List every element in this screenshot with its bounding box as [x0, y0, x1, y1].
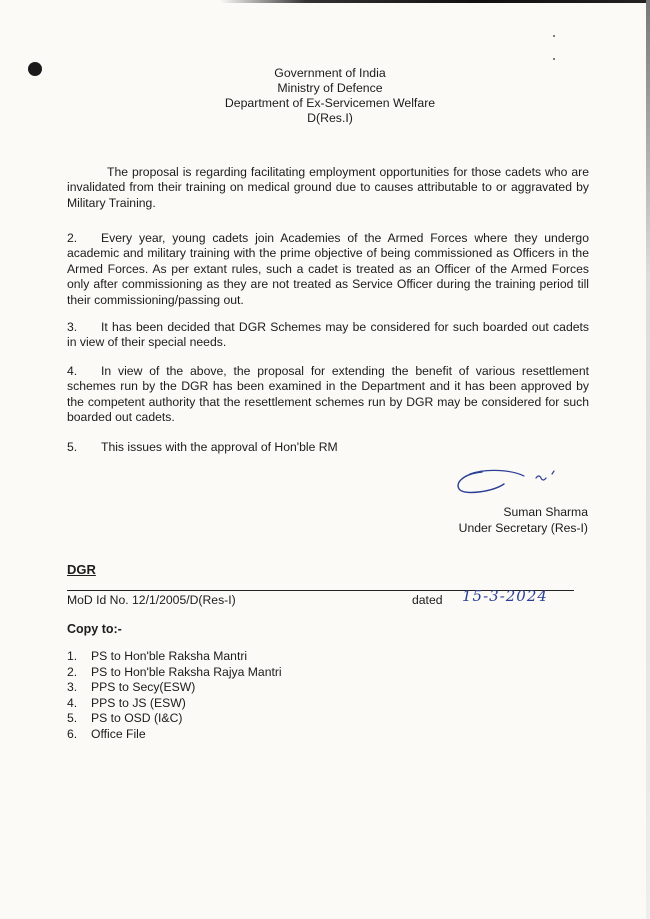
copy-to-item-number: 2.	[67, 664, 78, 679]
signatory-designation: Under Secretary (Res-I)	[458, 520, 588, 535]
copy-to-item-number: 3.	[67, 680, 78, 694]
scan-edge-right	[646, 0, 650, 919]
signatory-block	[430, 505, 588, 536]
header-ministry: Ministry of Defence	[277, 81, 383, 95]
signature-mark	[452, 462, 572, 502]
paragraph-2-text: Every year, young cadets join Academies of the Armed Forces where they undergo academic and military training with the prime objective of being commissioned as Officers in the Armed Forces. As per extant rules, such a cadet is treated as an Officer of the Armed Forces only after commissioning as they are not treated as Service Officer during the training period till their commissioning/passing out.	[67, 231, 589, 307]
copy-to-item	[67, 727, 427, 743]
copy-to-item	[67, 649, 427, 665]
copy-to-item	[67, 711, 427, 727]
paragraph-4-text: In view of the above, the proposal for extending the benefit of various resettlement schemes run by the DGR has been examined in the Department and it has been approved by the competent authority that the resettlement schemes run by DGR may be considered for such boarded out cadets.	[67, 364, 589, 425]
copy-to-item	[67, 680, 427, 696]
addressee: DGR	[67, 562, 96, 577]
header-department: Department of Ex-Servicemen Welfare	[224, 96, 436, 110]
paragraph-2-number: 2.	[67, 231, 78, 245]
copy-to-item-text: PS to Hon'ble Raksha Mantri	[91, 649, 248, 663]
letter-header	[160, 66, 500, 126]
punch-hole	[28, 62, 42, 76]
signatory-name: Suman Sharma	[503, 505, 588, 519]
copy-to-item-text: PPS to JS (ESW)	[91, 695, 186, 710]
paragraph-3-number: 3.	[67, 320, 78, 334]
header-government: Government of India	[274, 66, 386, 80]
copy-to-item	[67, 665, 427, 681]
paragraph-4-number: 4.	[67, 364, 78, 378]
paragraph-4	[67, 364, 589, 426]
dated-label: dated	[412, 593, 443, 607]
paragraph-3-text: It has been decided that DGR Schemes may be considered for such boarded out cadets in view of their special needs.	[67, 320, 589, 350]
copy-to-item-text: PS to OSD (I&C)	[91, 711, 183, 725]
reference-number: MoD Id No. 12/1/2005/D(Res-I)	[67, 593, 236, 607]
copy-to-item-number: 4.	[67, 695, 78, 710]
copy-to-item-text: PS to Hon'ble Raksha Rajya Mantri	[91, 664, 282, 679]
paragraph-3	[67, 320, 589, 351]
paragraph-5	[67, 440, 589, 455]
paragraph-5-text: This issues with the approval of Hon'ble RM	[101, 440, 338, 454]
paragraph-2	[67, 231, 589, 308]
scan-edge-top	[220, 0, 650, 3]
copy-to-item	[67, 696, 427, 712]
copy-to-item-text: PPS to Secy(ESW)	[91, 680, 196, 694]
scan-speck	[553, 58, 555, 60]
copy-to-item-number: 1.	[67, 649, 78, 663]
copy-to-list	[67, 649, 427, 742]
copy-to-item-number: 5.	[67, 711, 78, 725]
copy-to-item-number: 6.	[67, 726, 78, 741]
scan-speck	[553, 35, 555, 37]
handwritten-date: 15-3-2024	[462, 587, 548, 605]
paragraph-5-number: 5.	[67, 440, 78, 454]
copy-to-heading: Copy to:-	[67, 622, 122, 636]
copy-to-item-text: Office File	[91, 726, 146, 741]
header-section: D(Res.I)	[307, 111, 353, 125]
paragraph-intro: The proposal is regarding facilitating employment opportunities for those cadets who are invalidated from their training on medical ground due to causes attributable to or aggravated by Military Training.	[67, 165, 589, 210]
